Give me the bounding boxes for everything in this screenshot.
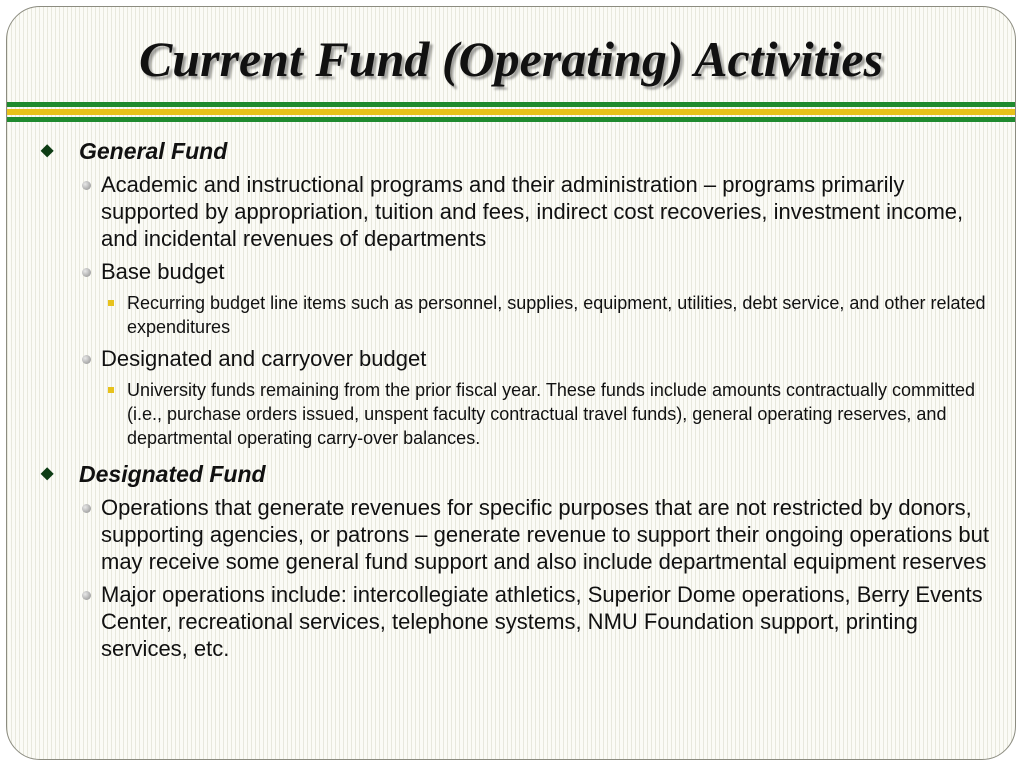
section-heading-general-fund <box>39 137 1004 165</box>
list-item-text: Base budget <box>101 259 225 284</box>
list-item-text: Operations that generate revenues for specific purposes that are not restricted by donors, supporting agencies, or patrons – generate revenue to support their ongoing operations but may receive some general fund support and also include departmental equipment reserves <box>101 495 989 574</box>
round-bullet-icon <box>82 591 91 600</box>
sub-list-item <box>39 291 1004 339</box>
section-heading-designated-fund <box>39 460 1004 488</box>
sub-list-item <box>39 378 1004 450</box>
list-item <box>39 258 1004 285</box>
round-bullet-icon <box>82 268 91 277</box>
list-item-text: Designated and carryover budget <box>101 346 427 371</box>
section-heading-text: Designated Fund <box>79 461 266 487</box>
square-bullet-icon <box>108 387 114 393</box>
diamond-bullet-icon: ◆ <box>41 465 54 482</box>
round-bullet-icon <box>82 355 91 364</box>
list-item-text: Major operations include: intercollegiate athletics, Superior Dome operations, Berry Events Center, recreational services, telephone systems, NMU Foundation support, printing services, etc. <box>101 582 983 661</box>
square-bullet-icon <box>108 300 114 306</box>
list-item <box>39 345 1004 372</box>
list-item <box>39 494 1004 575</box>
list-item <box>39 171 1004 252</box>
round-bullet-icon <box>82 181 91 190</box>
sub-list-item-text: Recurring budget line items such as personnel, supplies, equipment, utilities, debt service, and other related expenditures <box>127 293 986 337</box>
divider-green-stripe-bottom <box>7 117 1015 122</box>
divider-gold-stripe <box>7 109 1015 115</box>
slide <box>6 6 1016 760</box>
round-bullet-icon <box>82 504 91 513</box>
list-item-text: Academic and instructional programs and their administration – programs primarily supported by appropriation, tuition and fees, indirect cost recoveries, investment income, and incidental revenues of departments <box>101 172 964 251</box>
diamond-bullet-icon: ◆ <box>41 142 54 159</box>
list-item <box>39 581 1004 662</box>
slide-body <box>39 137 1004 668</box>
section-heading-text: General Fund <box>79 138 228 164</box>
divider-green-stripe-top <box>7 102 1015 107</box>
title-divider <box>7 102 1015 122</box>
sub-list-item-text: University funds remaining from the prior fiscal year. These funds include amounts contractually committed (i.e., purchase orders issued, unspent faculty contractual travel funds), general operating reserves, and departmental operating carry-over balances. <box>127 380 976 448</box>
slide-title: Current Fund (Operating) Activities <box>138 31 884 87</box>
